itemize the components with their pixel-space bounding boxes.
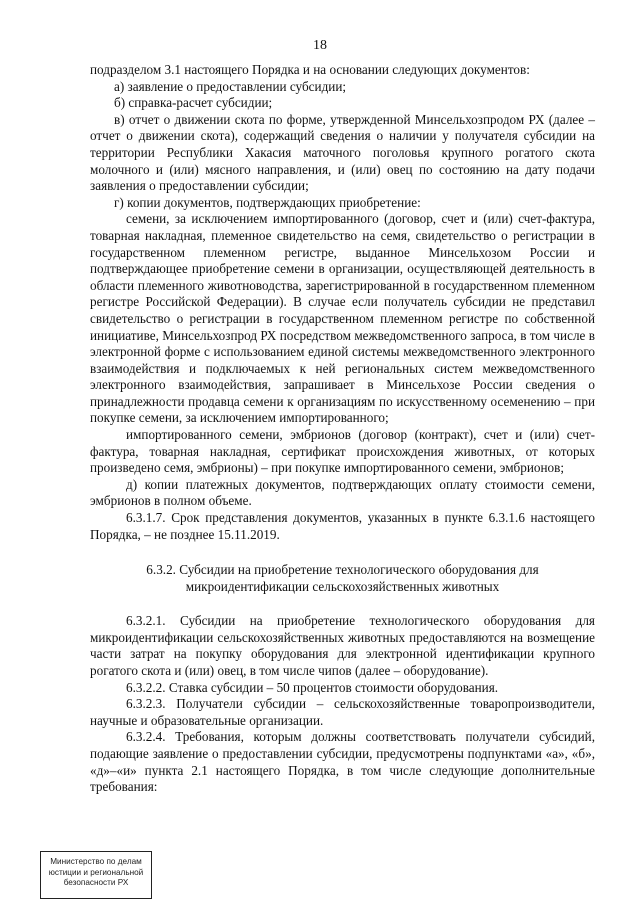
list-item-a: а) заявление о предоставлении субсидии; <box>114 78 347 94</box>
paragraph-6-3-2-2: 6.3.2.2. Ставка субсидии – 50 процентов стоимости оборудования. <box>126 679 499 695</box>
paragraph-6-3-2-4: 6.3.2.4. Требования, которым должны соответствовать получатели субсидий, подающие заявление о предоставлении субсидии, предусмотрены подпунктами «а», «б», «д»–«и» пункта 2.1 настоящего Порядка, в том числе следующие дополнительные требования: <box>90 729 595 795</box>
stamp-line-2: юстиции и региональной <box>48 867 144 877</box>
page-number: 18 <box>313 38 327 53</box>
paragraph-6-3-2-1: 6.3.2.1. Субсидии на приобретение технологического оборудования для микроидентификации сельскохозяйственных животных предоставляются на возмещение части затрат на покупку оборудования для электронной идентификации крупного рогатого скота и (или) овец, в том числе чипов (далее – оборудование). <box>90 613 595 678</box>
ministry-stamp <box>40 851 152 899</box>
section-heading-line-1: 6.3.2. Субсидии на приобретение технологического оборудования для <box>146 562 539 578</box>
section-heading-line-2: микроидентификации сельскохозяйственных животных <box>185 579 500 595</box>
paragraph-semen: семени, за исключением импортированного (договор, счет и (или) счет-фактура, товарная накладная, племенное свидетельство на семя, свидетельство о регистрации в государственном племенном регистре, выданное Минсельхозом России и подтверждающее приобретение семени в организации, осуществляющей деятельность в области племенного животноводства, зарегистрированной в государственном племенном регистре Российской Федерации). В случае если получатель субсидии не представил свидетельство о регистрации в государственном племенном регистре по собственной инициативе, Минсельхозпрод РХ посредством межведомственного запроса, в том числе в электронной форме с использованием единой системы межведомственного электронного взаимодействия и подключаемых к ней региональных систем межведомственного электронного взаимодействия, запрашивает в Минсельхозе России сведения о принадлежности продавца семени к организациям по искусственному осеменению – при покупке семени, за исключением импортированного; <box>90 211 595 426</box>
list-item-d: д) копии платежных документов, подтверждающих оплату стоимости семени, эмбрионов в полном объеме. <box>90 476 595 509</box>
list-item-g: г) копии документов, подтверждающих приобретение: <box>114 194 421 210</box>
list-item-b: б) справка-расчет субсидии; <box>114 95 273 111</box>
paragraph-6-3-1-7: 6.3.1.7. Срок представления документов, указанных в пункте 6.3.1.6 настоящего Порядка, – не позднее 15.11.2019. <box>90 510 595 542</box>
stamp-line-3: безопасности РХ <box>63 878 129 887</box>
section-heading <box>90 561 595 595</box>
paragraph-imported: импортированного семени, эмбрионов (договор (контракт), счет и (или) счет-фактура, товарная накладная, сертификат происхождения животных, от которых произведено семя, эмбрионы) – при покупке импортированного семени, эмбрионов; <box>90 427 595 476</box>
list-item-v: в) отчет о движении скота по форме, утвержденной Минсельхозпродом РХ (далее – отчет о движении скота), содержащий сведения о наличии у получателя субсидии на территории Республики Хакасия маточного поголовья крупного рогатого скота молочного и (или) мясного направления, и (или) овец по состоянию на дату подачи заявления о предоставлении субсидии; <box>90 111 595 194</box>
paragraph-6-3-2-3: 6.3.2.3. Получатели субсидии – сельскохозяйственные товаропроизводители, научные и образовательные организации. <box>90 696 595 728</box>
paragraph-intro: подразделом 3.1 настоящего Порядка и на основании следующих документов: <box>90 62 530 77</box>
document-body <box>90 62 595 796</box>
stamp-line-1: Министерство по делам <box>50 857 142 866</box>
